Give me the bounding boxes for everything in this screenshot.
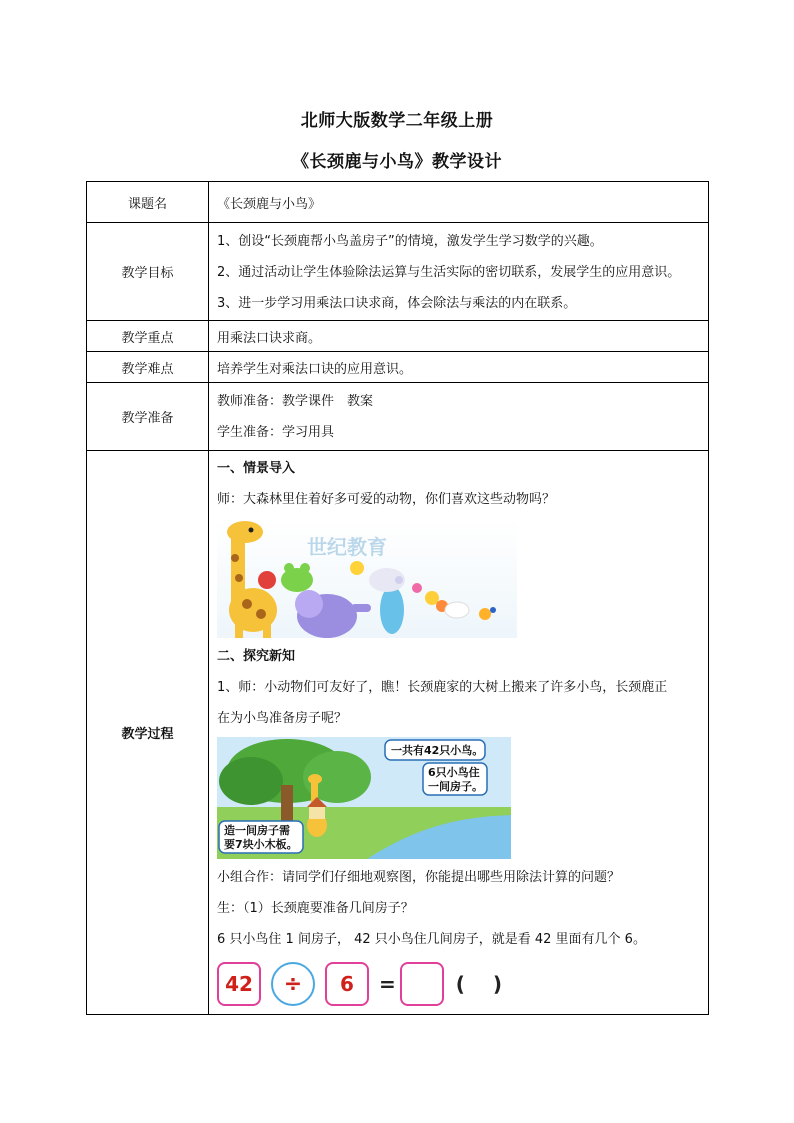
animals-illustration xyxy=(217,518,517,638)
goal-item: 3、进一步学习用乘法口诀求商，体会除法与乘法的内在联系。 xyxy=(217,296,577,311)
goals-cell xyxy=(209,223,709,321)
equals-sign: = xyxy=(379,972,396,996)
key-value: 用乘法口诀求商。 xyxy=(209,321,709,352)
process-cell xyxy=(209,451,709,1015)
answer-box xyxy=(400,962,444,1006)
doc-title-line2: 《长颈鹿与小鸟》教学设计 xyxy=(292,152,502,172)
goal-item: 2、通过活动让学生体验除法运算与生活实际的密切联系，发展学生的应用意识。 xyxy=(217,265,681,280)
section-heading: 一、情景导入 xyxy=(217,461,296,476)
bubble-birds-per-house-b: 一间房子。 xyxy=(428,780,483,793)
division-equation xyxy=(217,961,708,1007)
lesson-plan-table xyxy=(86,181,709,1015)
bubble-boards-b: 要7块小木板。 xyxy=(224,838,298,851)
prep-cell xyxy=(209,383,709,451)
teacher-line: 在为小鸟准备房子呢？ xyxy=(217,711,348,726)
giraffe-birds-illustration xyxy=(217,737,511,859)
bubble-boards-a: 造一间房子需 xyxy=(224,824,290,837)
explanation: 6 只小鸟住 1 间房子， 42 只小鸟住几间房子，就是看 42 里面有几个 6。 xyxy=(217,932,646,947)
teacher-line: 师：大森林里住着好多可爱的动物，你们喜欢这些动物吗？ xyxy=(217,492,556,507)
goal-item: 1、创设“长颈鹿帮小鸟盖房子”的情境，激发学生学习数学的兴趣。 xyxy=(217,234,603,249)
process-label: 教学过程 xyxy=(87,451,209,1015)
img1-watermark: 世纪教育 xyxy=(307,535,387,559)
divisor-box: 6 xyxy=(325,962,369,1006)
topic-label: 课题名 xyxy=(87,182,209,223)
doc-title-line1: 北师大版数学二年级上册 xyxy=(300,111,494,131)
bubble-birds-per-house-a: 6只小鸟住 xyxy=(428,766,480,779)
goals-label: 教学目标 xyxy=(87,223,209,321)
prep-label: 教学准备 xyxy=(87,383,209,451)
teacher-line: 1、师：小动物们可友好了，瞧！长颈鹿家的大树上搬来了许多小鸟，长颈鹿正 xyxy=(217,680,668,695)
difficulty-value: 培养学生对乘法口诀的应用意识。 xyxy=(209,352,709,383)
prep-teacher: 教师准备：教学课件 教案 xyxy=(217,394,374,409)
section-heading: 二、探究新知 xyxy=(217,649,296,664)
prep-student: 学生准备：学习用具 xyxy=(217,425,335,440)
divide-sign: ÷ xyxy=(271,962,315,1006)
group-task: 小组合作：请同学们仔细地观察图，你能提出哪些用除法计算的问题？ xyxy=(217,870,621,885)
student-question: 生：（1）长颈鹿要准备几间房子？ xyxy=(217,901,414,916)
bubble-total-birds: 一共有42只小鸟。 xyxy=(391,744,484,757)
giraffe-birds-illustration-svg xyxy=(217,737,511,859)
answer-parentheses: () xyxy=(455,972,531,996)
key-label: 教学重点 xyxy=(87,321,209,352)
dividend-box: 42 xyxy=(217,962,261,1006)
difficulty-label: 教学难点 xyxy=(87,352,209,383)
topic-value: 《长颈鹿与小鸟》 xyxy=(209,182,709,223)
animals-illustration-svg xyxy=(217,518,517,638)
